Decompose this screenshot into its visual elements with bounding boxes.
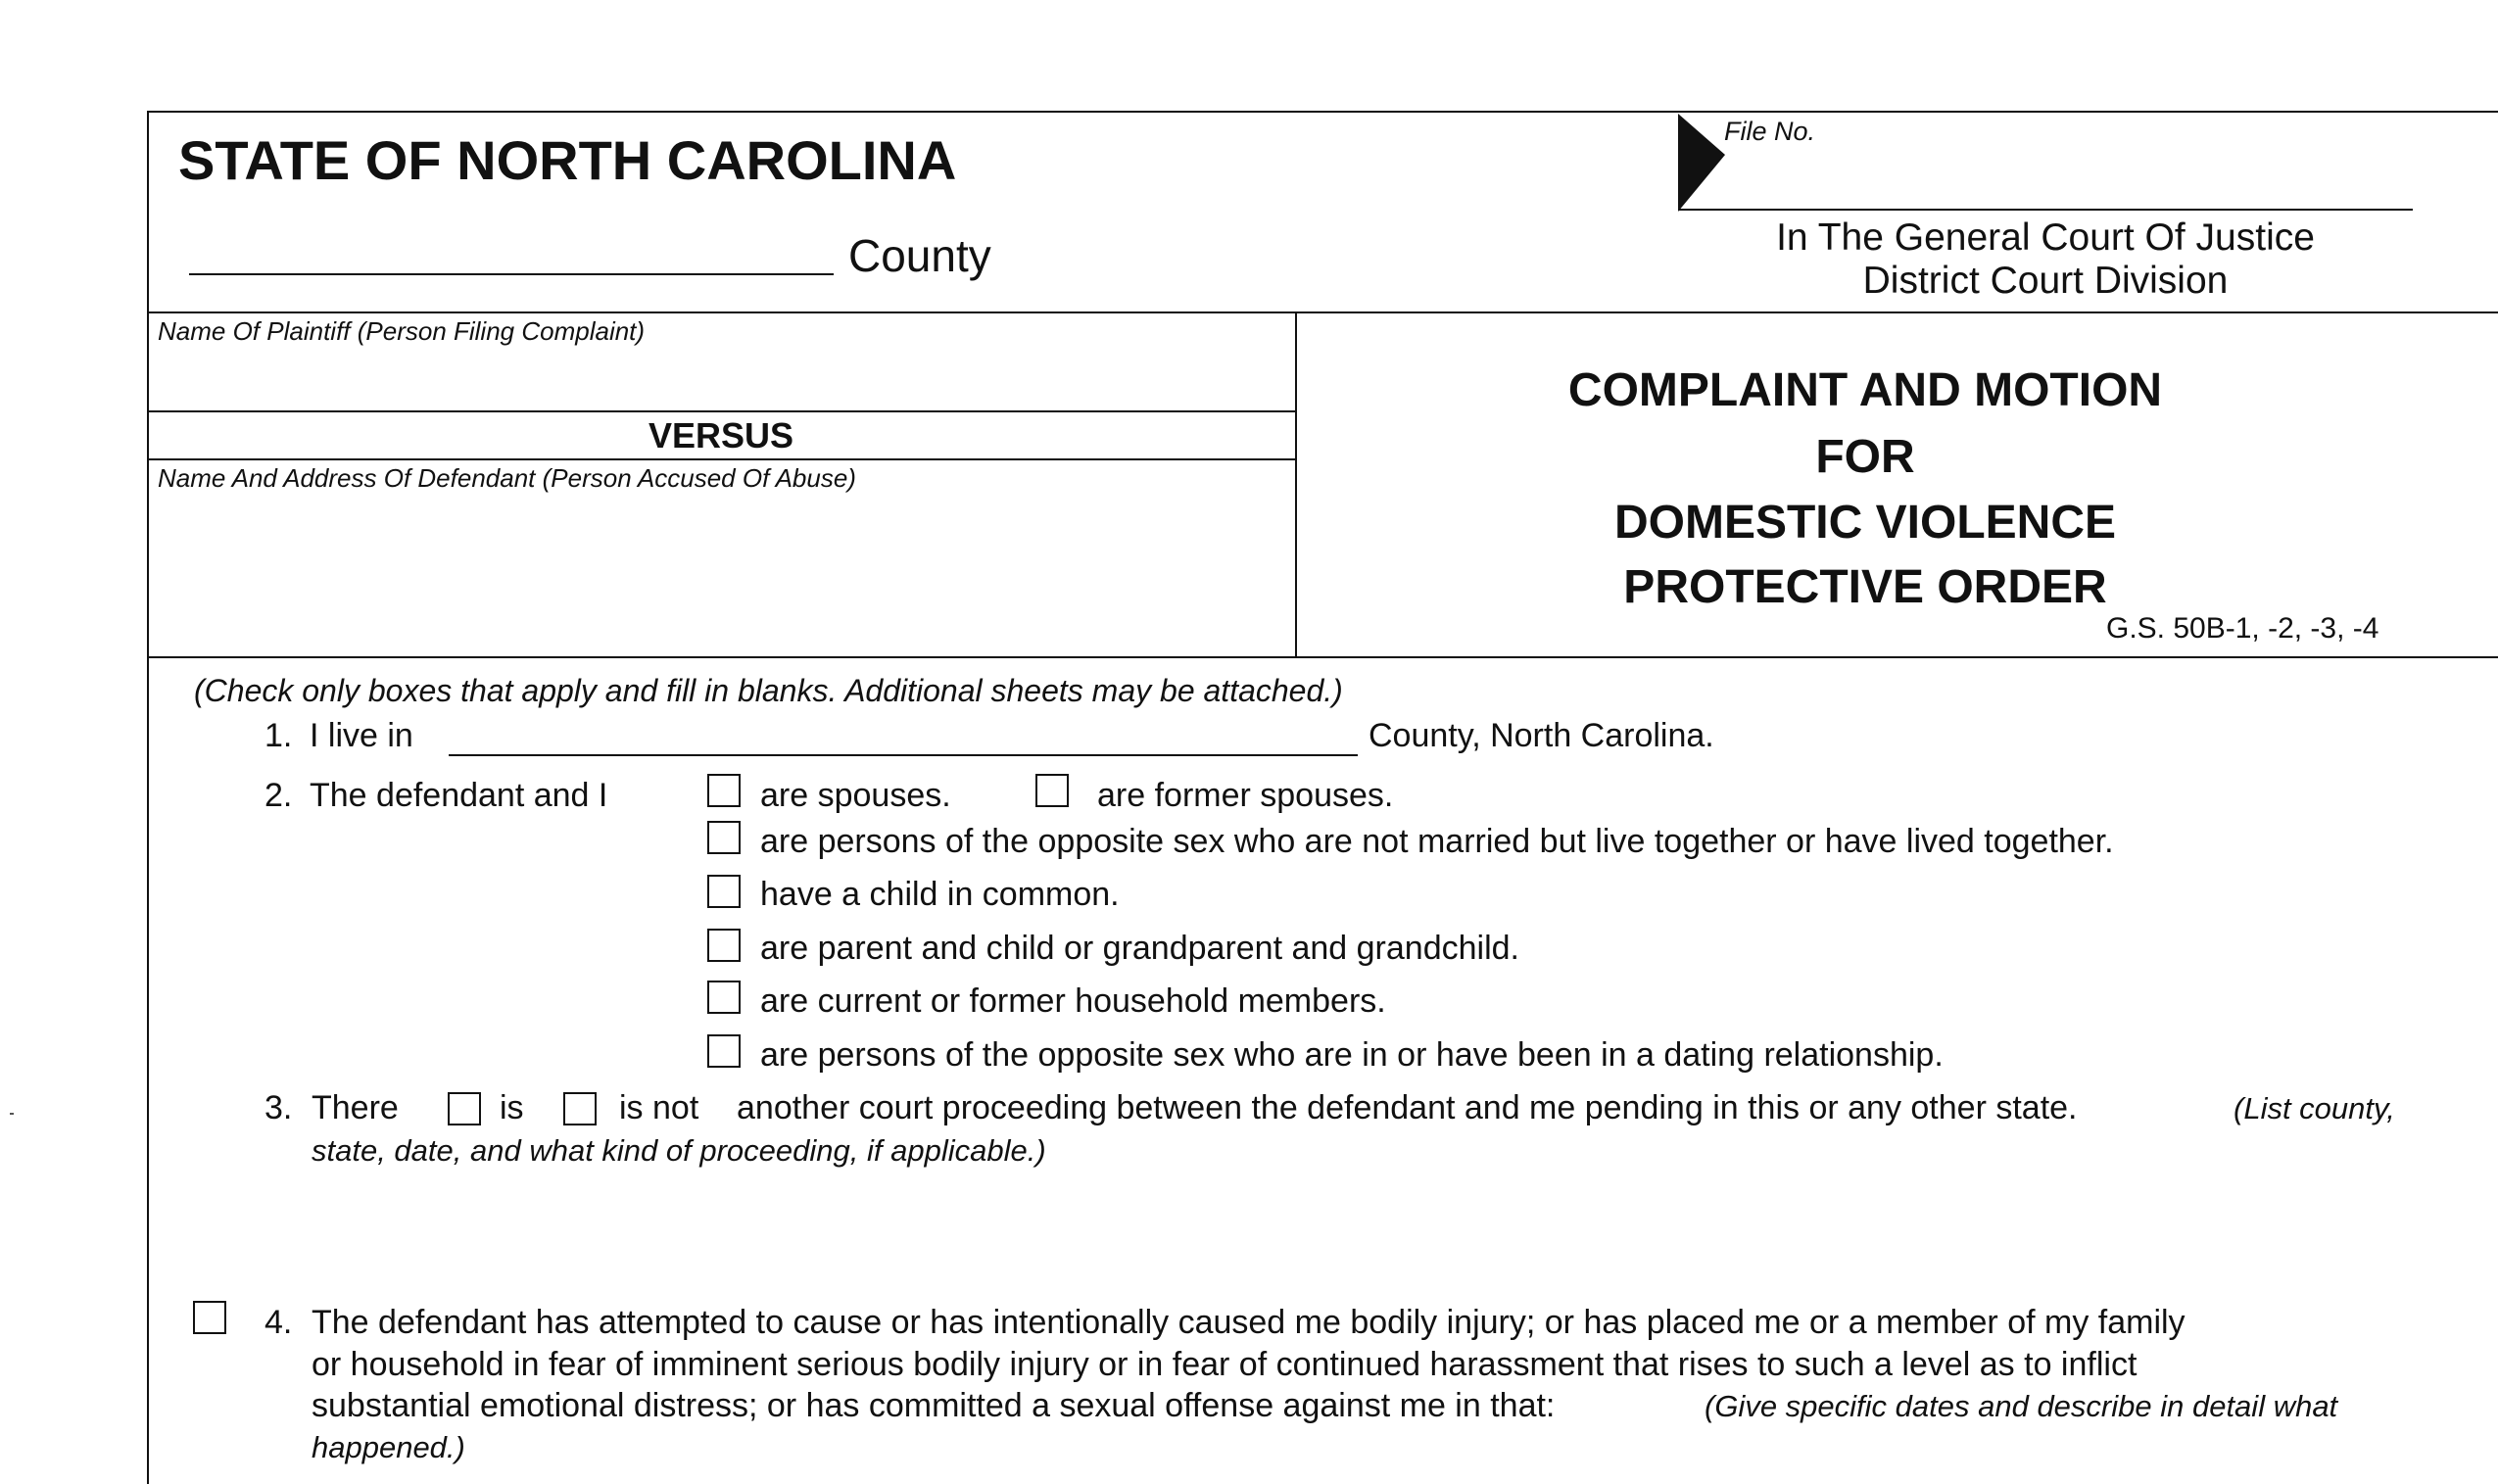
checkbox-parent-child[interactable] xyxy=(707,929,741,962)
versus-label: VERSUS xyxy=(648,415,794,455)
item-2-prefix: The defendant and I xyxy=(310,777,608,814)
checkbox-former-spouses[interactable] xyxy=(1035,774,1069,807)
item-2-number: 2. xyxy=(264,777,293,814)
item-1-number: 1. xyxy=(264,717,293,754)
label-parent-child: are parent and child or grandparent and grandchild. xyxy=(760,930,1519,967)
label-opposite-sex-live-together: are persons of the opposite sex who are not married but live together or have lived together. xyxy=(760,823,2114,860)
item-1-suffix: County, North Carolina. xyxy=(1369,717,1714,754)
state-title: STATE OF NORTH CAROLINA xyxy=(178,129,957,191)
margin-mark xyxy=(10,1113,14,1115)
file-no-label: File No. xyxy=(1724,117,1816,146)
form-title-line-4: PROTECTIVE ORDER xyxy=(1623,561,2107,613)
county-name-field[interactable] xyxy=(189,273,834,275)
file-no-field[interactable] xyxy=(1678,209,2413,211)
item-3-there: There xyxy=(312,1089,399,1126)
checkbox-proceeding-is-not[interactable] xyxy=(563,1092,597,1125)
caption-bottom-border xyxy=(147,656,2498,658)
checkbox-opposite-sex-live-together[interactable] xyxy=(707,821,741,854)
label-household-members: are current or former household members. xyxy=(760,982,1386,1020)
court-line-1: In The General Court Of Justice xyxy=(1776,216,2315,259)
item-4-line-1: The defendant has attempted to cause or has intentionally caused me bodily injury; or has placed me or a member of my family xyxy=(312,1304,2186,1341)
checkbox-item-4[interactable] xyxy=(193,1301,226,1334)
residence-county-field[interactable] xyxy=(449,754,1358,756)
defendant-name-address-field[interactable] xyxy=(149,496,1293,654)
item-3-number: 3. xyxy=(264,1089,293,1126)
plaintiff-label: Name Of Plaintiff (Person Filing Complaint) xyxy=(158,316,646,346)
instructions: (Check only boxes that apply and fill in blanks. Additional sheets may be attached.) xyxy=(194,673,1343,708)
court-line-2: District Court Division xyxy=(1862,260,2229,302)
label-spouses: are spouses. xyxy=(760,777,951,814)
proceeding-details-field[interactable] xyxy=(312,1175,2418,1273)
arrow-marker-icon xyxy=(1678,114,1725,212)
label-child-in-common: have a child in common. xyxy=(760,876,1120,913)
form-title-line-1: COMPLAINT AND MOTION xyxy=(1567,364,2163,416)
item-4-line-3: substantial emotional distress; or has committed a sexual offense against me in that: xyxy=(312,1387,1556,1424)
checkbox-household-members[interactable] xyxy=(707,981,741,1014)
defendant-label: Name And Address Of Defendant (Person Accused Of Abuse) xyxy=(158,463,856,493)
county-label: County xyxy=(848,230,991,281)
form-left-border xyxy=(147,111,149,1484)
item-3-note-a: (List county, xyxy=(2234,1091,2395,1125)
form-title-line-2: FOR xyxy=(1815,431,1915,483)
form-top-border xyxy=(147,111,2498,113)
item-4-number: 4. xyxy=(264,1304,293,1341)
item-1-prefix: I live in xyxy=(310,717,413,754)
label-proceeding-is-not: is not xyxy=(619,1089,699,1126)
item-4-line-2: or household in fear of imminent serious bodily injury or in fear of continued harassment that rises to such a level as to inflict xyxy=(312,1346,2138,1383)
header-bottom-border xyxy=(147,311,2498,313)
label-former-spouses: are former spouses. xyxy=(1097,777,1394,814)
label-proceeding-is: is xyxy=(500,1089,524,1126)
item-4-note-a: (Give specific dates and describe in detail what xyxy=(1705,1389,2338,1423)
label-dating-relationship: are persons of the opposite sex who are in or have been in a dating relationship. xyxy=(760,1036,1944,1074)
item-4-note-b: happened.) xyxy=(312,1430,465,1464)
checkbox-proceeding-is[interactable] xyxy=(448,1092,481,1125)
statute-reference: G.S. 50B-1, -2, -3, -4 xyxy=(2106,612,2379,645)
checkbox-dating-relationship[interactable] xyxy=(707,1034,741,1068)
versus-top-border xyxy=(147,410,1295,412)
versus-bottom-border xyxy=(147,458,1295,460)
checkbox-spouses[interactable] xyxy=(707,774,741,807)
plaintiff-name-field[interactable] xyxy=(149,349,1293,409)
item-3-note-b: state, date, and what kind of proceeding, if applicable.) xyxy=(312,1133,1046,1168)
form-title-line-3: DOMESTIC VIOLENCE xyxy=(1613,497,2117,549)
checkbox-child-in-common[interactable] xyxy=(707,875,741,908)
item-3-text: another court proceeding between the defendant and me pending in this or any other state. xyxy=(737,1089,2078,1126)
